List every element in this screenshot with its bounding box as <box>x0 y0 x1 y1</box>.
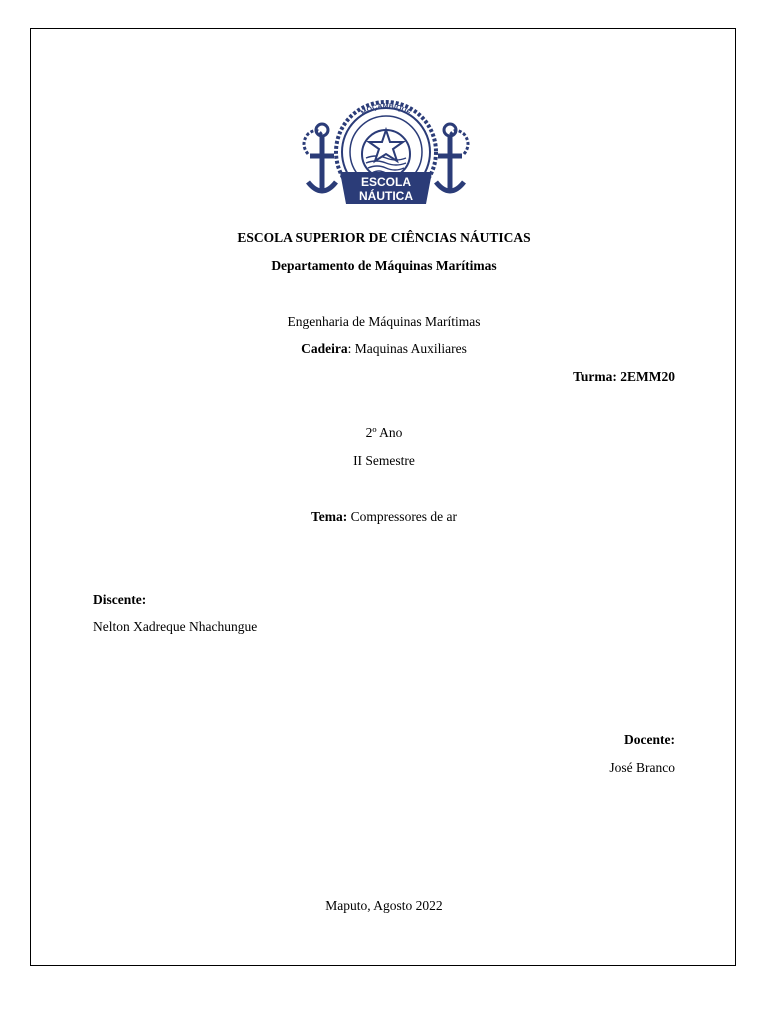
subject-value: : Maquinas Auxiliares <box>347 341 467 356</box>
class-group: Turma: 2EMM20 <box>573 369 675 384</box>
subject-line <box>0 341 768 357</box>
escola-nautica-seal-logo <box>300 96 472 218</box>
topic-label: Tema: <box>310 509 348 524</box>
topic-line <box>0 509 768 525</box>
teacher-name: José Branco <box>609 760 675 775</box>
course-name: Engenharia de Máquinas Marítimas <box>287 314 481 329</box>
student-name: Nelton Xadreque Nhachungue <box>93 619 258 634</box>
semester: II Semestre <box>353 453 415 468</box>
place-date: Maputo, Agosto 2022 <box>325 898 443 913</box>
logo-band-line1: ESCOLA <box>360 175 412 189</box>
logo-band-line2: NÁUTICA <box>359 189 413 203</box>
student-label: Discente: <box>93 592 147 607</box>
topic-value: Compressores de ar <box>347 509 458 524</box>
academic-year: 2º Ano <box>365 425 403 440</box>
subject-label: Cadeira <box>301 341 348 356</box>
logo-top-text: MOÇAMBIQUE <box>360 102 412 118</box>
department-name: Departamento de Máquinas Marítimas <box>271 258 497 273</box>
teacher-label: Docente: <box>624 732 675 747</box>
institution-name: ESCOLA SUPERIOR DE CIÊNCIAS NÁUTICAS <box>237 230 531 245</box>
